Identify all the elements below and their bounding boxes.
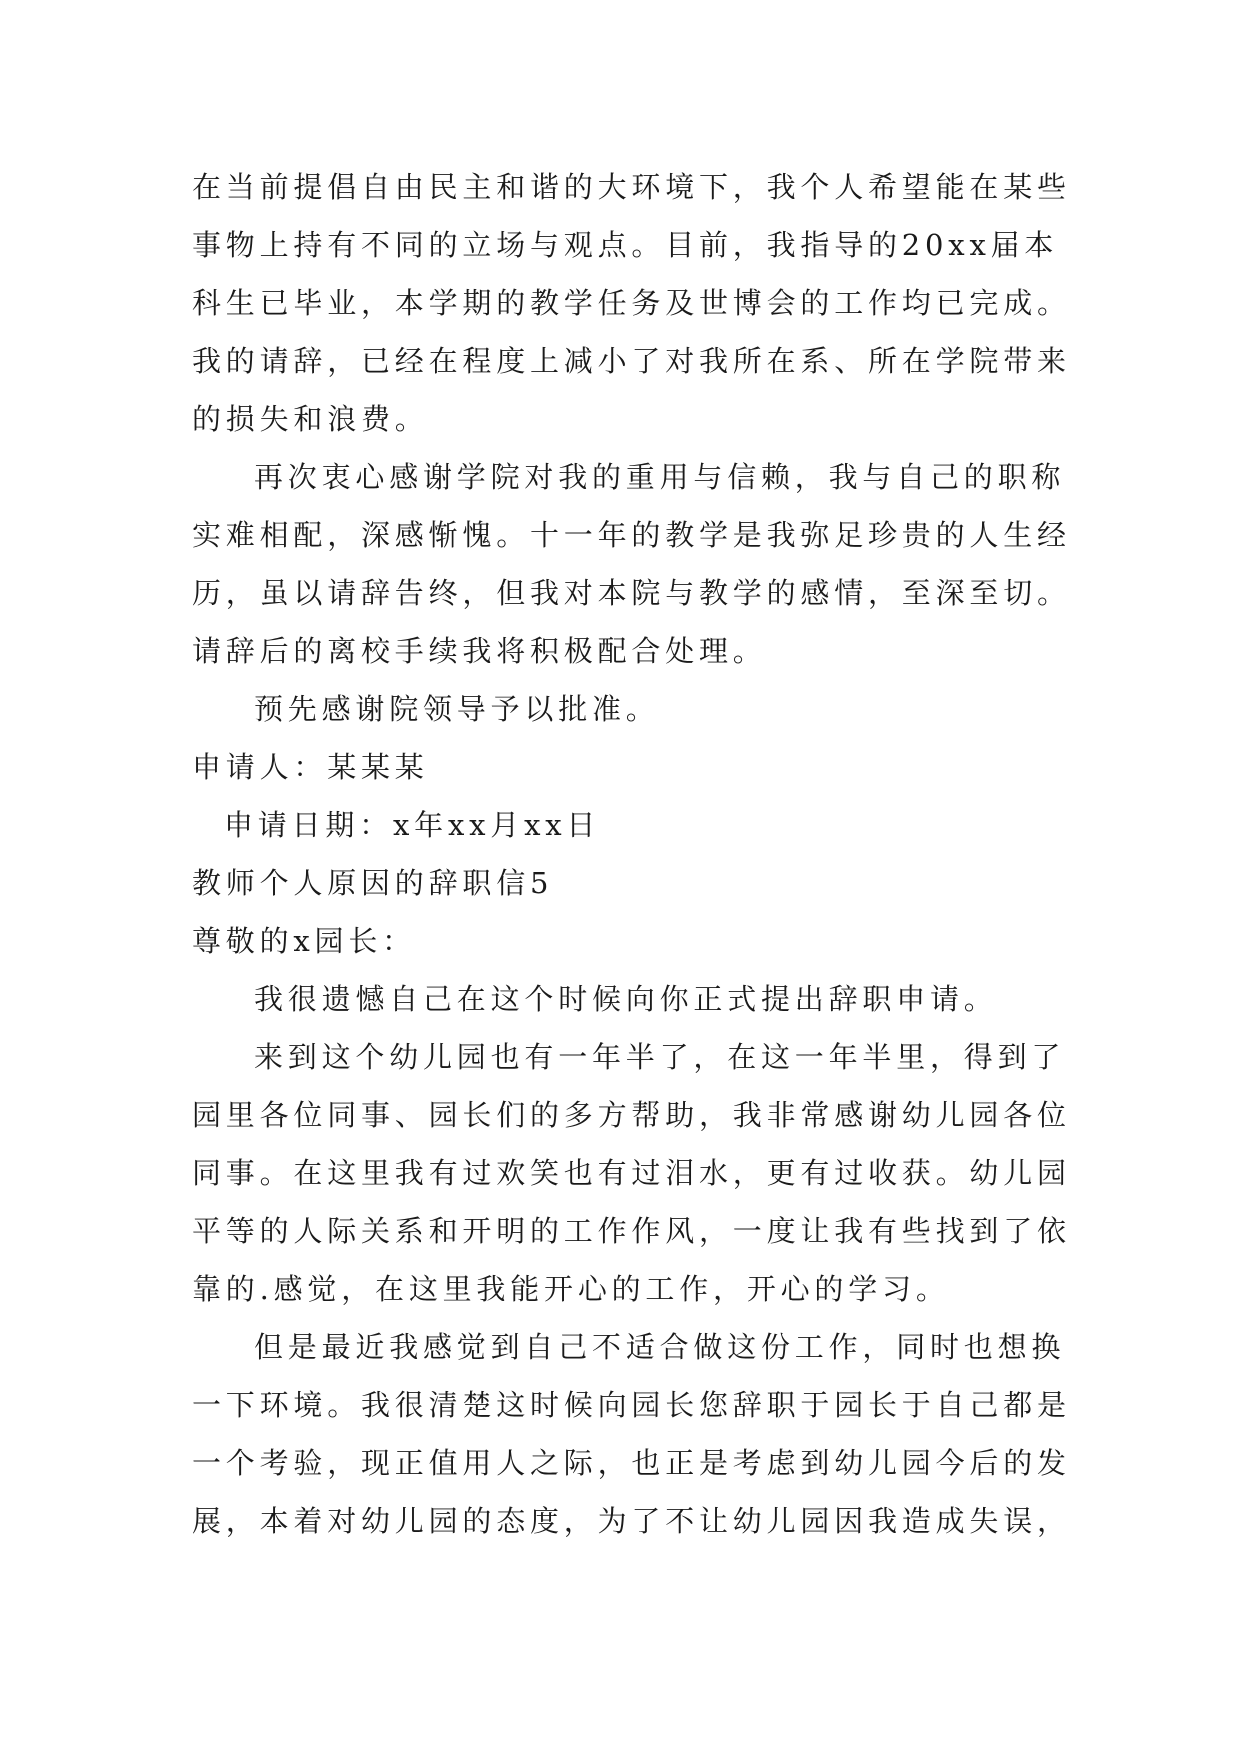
paragraph-line: 事物上持有不同的立场与观点。目前，我指导的20xx届本 — [192, 228, 1059, 262]
paragraph-line: 实难相配，深感惭愧。十一年的教学是我弥足珍贵的人生经 — [192, 518, 1071, 552]
paragraph-line: 在当前提倡自由民主和谐的大环境下，我个人希望能在某些 — [192, 170, 1071, 204]
paragraph-line: 一个考验，现正值用人之际，也正是考虑到幼儿园今后的发 — [192, 1446, 1071, 1480]
applicant-line: 申请人：某某某 — [192, 750, 429, 784]
paragraph-line: 园里各位同事、园长们的多方帮助，我非常感谢幼儿园各位 — [192, 1098, 1071, 1132]
paragraph-line: 但是最近我感觉到自己不适合做这份工作，同时也想换 — [254, 1330, 1066, 1364]
paragraph-line: 科生已毕业，本学期的教学任务及世博会的工作均已完成。 — [192, 286, 1071, 320]
paragraph-line: 展，本着对幼儿园的态度，为了不让幼儿园因我造成失误， — [192, 1504, 1071, 1538]
paragraph-line: 历，虽以请辞告终，但我对本院与教学的感情，至深至切。 — [192, 576, 1071, 610]
paragraph-line: 预先感谢院领导予以批准。 — [254, 692, 660, 726]
paragraph-line: 靠的.感觉，在这里我能开心的工作，开心的学习。 — [192, 1272, 950, 1306]
paragraph-line: 请辞后的离校手续我将积极配合处理。 — [192, 634, 767, 668]
section-title: 教师个人原因的辞职信5 — [192, 866, 554, 900]
paragraph-line: 来到这个幼儿园也有一年半了，在这一年半里，得到了 — [254, 1040, 1066, 1074]
paragraph-line: 的损失和浪费。 — [192, 402, 429, 436]
paragraph-line: 一下环境。我很清楚这时候向园长您辞职于园长于自己都是 — [192, 1388, 1071, 1422]
paragraph-line: 再次衷心感谢学院对我的重用与信赖，我与自己的职称 — [254, 460, 1066, 494]
paragraph-line: 同事。在这里我有过欢笑也有过泪水，更有过收获。幼儿园 — [192, 1156, 1071, 1190]
salutation: 尊敬的x园长： — [192, 924, 416, 958]
paragraph-line: 我很遗憾自己在这个时候向你正式提出辞职申请。 — [254, 982, 998, 1016]
date-line: 申请日期：x年xx月xx日 — [224, 808, 601, 842]
paragraph-line: 我的请辞，已经在程度上减小了对我所在系、所在学院带来 — [192, 344, 1071, 378]
paragraph-line: 平等的人际关系和开明的工作作风，一度让我有些找到了依 — [192, 1214, 1071, 1248]
